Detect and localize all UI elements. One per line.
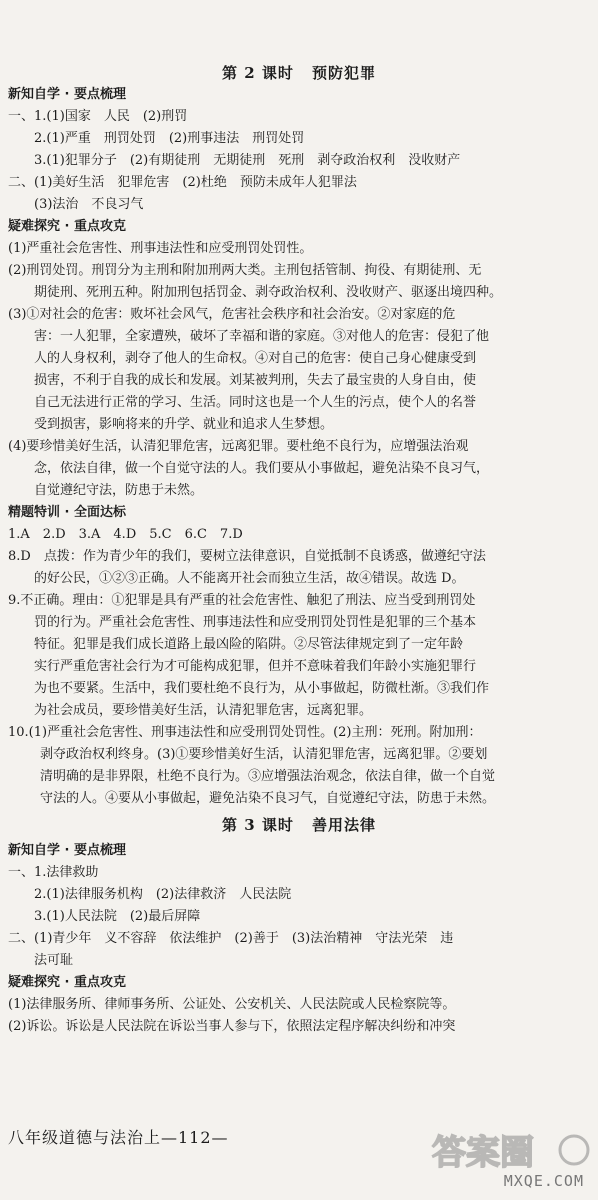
watermark-logo-text: 答案圈 <box>432 1133 534 1173</box>
answer-line: 二、(1)青少年 义不容辞 依法维护 (2)善于 (3)法治精神 守法光荣 违 <box>8 931 454 946</box>
section-heading: 疑难探究 · 重点攻克 <box>8 219 126 234</box>
section-heading: 精题特训 · 全面达标 <box>8 505 126 520</box>
answer-line: 二、(1)美好生活 犯罪危害 (2)杜绝 预防未成年人犯罪法 <box>8 175 357 190</box>
answer-line: 一、1.(1)国家 人民 (2)刑罚 <box>8 109 188 124</box>
lesson2-title-name: 预防犯罪 <box>311 64 376 82</box>
answer-line: 3.(1)人民法院 (2)最后屏障 <box>34 909 201 924</box>
answer-line: 守法的人。④要从小事做起，避免沾染不良习气，自觉遵纪守法，防患于未然。 <box>40 791 496 806</box>
lesson3-title-name: 善用法律 <box>311 816 376 834</box>
answer-line: 特征。犯罪是我们成长道路上最凶险的陷阱。②尽管法律规定到了一定年龄 <box>34 637 464 652</box>
answer-line: 2.(1)法律服务机构 (2)法律救济 人民法院 <box>34 887 292 902</box>
answer-line: 人的人身权利，剥夺了他人的生命权。④对自己的危害：使自己身心健康受到 <box>34 351 477 366</box>
lesson2-section-2 <box>0 216 598 502</box>
lesson3-title <box>0 810 598 836</box>
answer-line: 念，依法自律，做一个自觉守法的人。我们要从小事做起，避免沾染不良习气， <box>34 461 490 476</box>
section-heading: 新知自学 · 要点梳理 <box>8 843 126 858</box>
lesson2-section-1 <box>0 84 598 216</box>
answer-line: 9.不正确。理由：①犯罪是具有严重的社会危害性、触犯了刑法、应当受到刑罚处 <box>8 593 476 608</box>
answer-line: (2)刑罚处罚。刑罚分为主刑和附加刑两大类。主刑包括管制、拘役、有期徒刑、无 <box>8 263 482 278</box>
answer-line: 为社会成员，要珍惜美好生活，认清犯罪危害，远离犯罪。 <box>34 703 373 718</box>
answer-line: 实行严重危害社会行为才可能构成犯罪，但并不意味着我们年龄小实施犯罪行 <box>34 659 477 674</box>
lesson2-title <box>0 0 598 84</box>
answer-line: (1)法律服务所、律师事务所、公证处、公安机关、人民法院或人民检察院等。 <box>8 997 456 1012</box>
answer-line: 损害，不利于自我的成长和发展。刘某被判刑，失去了最宝贵的人身自由，使 <box>34 373 477 388</box>
answer-line: 害：一人犯罪，全家遭殃，破坏了幸福和谐的家庭。③对他人的危害：侵犯了他 <box>34 329 490 344</box>
answer-line: 10.(1)严重社会危害性、刑事违法性和应受刑罚处罚性。(2)主刑：死刑。附加刑： <box>8 725 482 740</box>
answer-line: 为也不要紧。生活中，我们要杜绝不良行为，从小事做起，防微杜渐。③我们作 <box>34 681 490 696</box>
answer-line: 2.(1)严重 刑罚处罚 (2)刑事违法 刑罚处罚 <box>34 131 305 146</box>
lesson3-title-prefix: 第 3 课时 <box>222 816 294 834</box>
answer-line: 剥夺政治权利终身。(3)①要珍惜美好生活，认清犯罪危害，远离犯罪。②要划 <box>40 747 488 762</box>
answer-line: (3)①对社会的危害：败坏社会风气，危害社会秩序和社会治安。②对家庭的危 <box>8 307 456 322</box>
page-footer: 八年级道德与法治上—112— <box>8 1128 229 1147</box>
answer-line: 自己无法进行正常的学习、生活。同时这也是一个人生的污点，使个人的名誉 <box>34 395 477 410</box>
answer-line: 的好公民，①②③正确。人不能离开社会而独立生活，故④错误。故选 D。 <box>34 571 465 586</box>
watermark-text: MXQE.COM <box>503 1172 584 1190</box>
answer-line: (1)严重社会危害性、刑事违法性和应受刑罚处罚性。 <box>8 241 313 256</box>
answer-line: 清明确的是非界限，杜绝不良行为。③应增强法治观念，依法自律，做一个自觉 <box>40 769 496 784</box>
answer-line: 自觉遵纪守法，防患于未然。 <box>34 483 204 498</box>
answer-line: 8.D 点拨：作为青少年的我们，要树立法律意识，自觉抵制不良诱惑，做遵纪守法 <box>8 549 486 564</box>
lesson2-section-3 <box>0 502 598 810</box>
answer-line: 1.A 2.D 3.A 4.D 5.C 6.C 7.D <box>8 527 243 542</box>
lesson3-section-2 <box>0 972 598 1038</box>
answer-line: 一、1.法律救助 <box>8 865 99 880</box>
answer-line: 受到损害，影响将来的升学、就业和追求人生梦想。 <box>34 417 334 432</box>
answer-line: 罚的行为。严重社会危害性、刑事违法性和应受刑罚处罚性是犯罪的三个基本 <box>34 615 477 630</box>
answer-line: (2)诉讼。诉讼是人民法院在诉讼当事人参与下，依照法定程序解决纠纷和冲突 <box>8 1019 456 1034</box>
section-heading: 疑难探究 · 重点攻克 <box>8 975 126 990</box>
answer-line: 3.(1)犯罪分子 (2)有期徒刑 无期徒刑 死刑 剥夺政治权利 没收财产 <box>34 153 461 168</box>
section-heading: 新知自学 · 要点梳理 <box>8 87 126 102</box>
lesson2-title-prefix: 第 2 课时 <box>222 64 294 82</box>
answer-line: 法可耻 <box>34 953 74 968</box>
answer-line: 期徒刑、死刑五种。附加刑包括罚金、剥夺政治权利、没收财产、驱逐出境四种。 <box>34 285 503 300</box>
answer-line: (4)要珍惜美好生活，认清犯罪危害，远离犯罪。要杜绝不良行为，应增强法治观 <box>8 439 469 454</box>
lesson3-section-1 <box>0 840 598 972</box>
answer-line: (3)法治 不良习气 <box>34 197 144 212</box>
